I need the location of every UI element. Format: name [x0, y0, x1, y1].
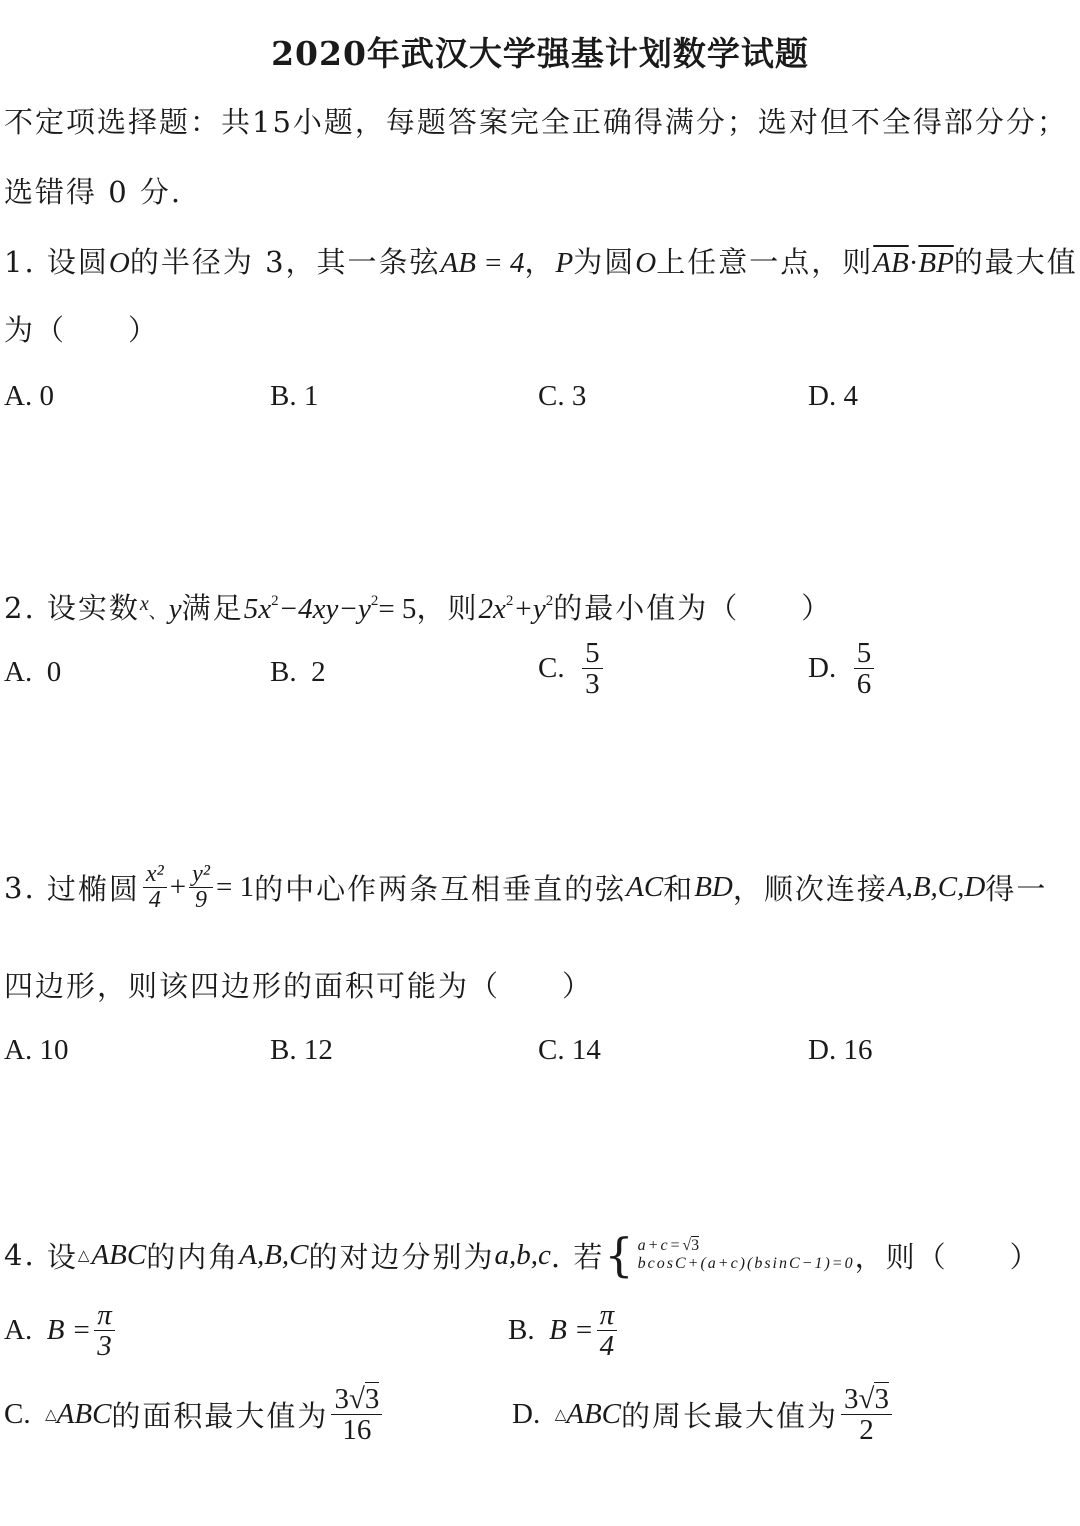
question-number: 3. [4, 870, 36, 905]
point-P: P [555, 247, 574, 279]
sqrt-icon: √ [858, 1383, 875, 1415]
fraction-y [189, 862, 213, 913]
circle-O: O [635, 247, 657, 279]
q3-option-c[interactable]: C. 14 [538, 1034, 601, 1066]
fraction [597, 1300, 618, 1362]
radicand: 3 [874, 1383, 889, 1415]
fraction [854, 638, 875, 700]
equation-part: = 5 [378, 593, 417, 625]
system-eq-2: bcosC+(a+c)(bsinC−1)=0 [637, 1255, 855, 1272]
denominator: 4 [599, 1330, 615, 1363]
option-label: A. [4, 656, 33, 688]
q3-text: 得一 [985, 872, 1048, 907]
triangle-ABC: ABC [91, 1238, 147, 1271]
fraction [841, 1384, 892, 1446]
q4-text: . 若 [550, 1239, 605, 1274]
numerator: y² [189, 862, 213, 888]
equation-part: −4xy−y [278, 593, 371, 625]
numerator [841, 1384, 892, 1415]
system-row-1 [638, 1237, 855, 1255]
q1-text: 的最大值 [953, 245, 1078, 279]
q4-option-c[interactable] [4, 1384, 385, 1446]
q1-text: 设圆 [46, 245, 109, 279]
system-rows [638, 1237, 855, 1274]
question-1-line-1 [4, 240, 1078, 281]
denominator: 9 [195, 887, 208, 914]
q1-option-a[interactable]: A. 0 [4, 380, 54, 412]
question-1-line-2: 为（ ） [4, 313, 160, 347]
q2-option-c[interactable] [538, 638, 606, 700]
q4-option-a[interactable] [4, 1300, 118, 1362]
question-number: 2. [4, 591, 36, 625]
option-lhs: B = [46, 1314, 92, 1347]
vector-AB: $\overline{AB}$ [873, 247, 909, 279]
numerator: π [94, 1300, 115, 1331]
fraction-x [143, 862, 167, 913]
q2-option-b[interactable] [270, 656, 326, 689]
equation-part: 5x [243, 593, 272, 625]
q4-option-b[interactable] [508, 1300, 620, 1362]
fraction [94, 1300, 115, 1362]
triangle-symbol: △ [554, 1407, 567, 1424]
question-3-line-2: 四边形，则该四边形的面积可能为（ ） [4, 969, 594, 1003]
q3-text: ，顺次连接 [732, 872, 888, 907]
q2-option-a[interactable] [4, 656, 61, 689]
triangle-symbol: △ [77, 1246, 92, 1264]
intro-line-2: 选错得 0 分. [4, 175, 183, 209]
q4-text: ，则（ ） [854, 1239, 1041, 1274]
q1-text: ， [524, 245, 556, 279]
numerator: π [597, 1300, 618, 1331]
exponent: 2 [505, 593, 514, 609]
q1-text: 上任意一点，则 [656, 245, 874, 279]
q3-text: 的中心作两条互相垂直的弦 [254, 872, 627, 907]
q1-option-b[interactable]: B. 1 [270, 380, 319, 412]
option-label: D. [512, 1398, 541, 1431]
numerator [331, 1384, 382, 1415]
q3-text: 过椭圆 [46, 872, 140, 907]
option-label: A. [4, 1314, 33, 1347]
sqrt-icon: √ [348, 1383, 365, 1415]
separator: 、 [148, 602, 169, 623]
fraction [331, 1384, 382, 1446]
left-brace-icon: { [604, 1228, 636, 1282]
chord-BD: BD [694, 871, 733, 904]
coefficient: 3 [844, 1383, 859, 1415]
triangle-ABC: ABC [56, 1398, 112, 1431]
option-value: 0 [46, 656, 62, 688]
var-x: x [139, 593, 149, 615]
radicand: 3 [691, 1236, 700, 1254]
numerator: 5 [582, 638, 603, 669]
equation-system [604, 1228, 855, 1282]
option-lhs: B = [549, 1314, 594, 1347]
option-label: B. [508, 1314, 535, 1347]
option-value: 2 [311, 656, 326, 688]
q1-text: 为圆 [573, 245, 636, 279]
question-number: 1. [4, 245, 36, 279]
page-title: 2020年武汉大学强基计划数学试题 [271, 34, 809, 73]
q2-text: ，则 [416, 591, 479, 625]
sqrt-icon: √ [682, 1236, 692, 1254]
q3-option-b[interactable]: B. 12 [270, 1034, 333, 1066]
intro-line-1: 不定项选择题：共15小题，每题答案完全正确得满分；选对但不全得部分分； [4, 105, 1068, 139]
numerator: x² [143, 862, 167, 888]
denominator: 4 [148, 887, 161, 914]
option-text: 的面积最大值为 [111, 1399, 329, 1434]
option-label: C. [538, 652, 565, 685]
question-4-line-1 [4, 1228, 1041, 1282]
q4-option-d[interactable] [512, 1384, 895, 1446]
q4-text: 的内角 [146, 1239, 240, 1274]
coefficient: 3 [334, 1383, 349, 1415]
triangle-symbol: △ [45, 1407, 57, 1424]
q2-option-d[interactable] [808, 638, 877, 700]
denominator: 3 [585, 668, 600, 701]
q1-text: 的半径为 3，其一条弦 [129, 245, 441, 279]
option-label: D. [808, 652, 837, 685]
q3-option-a[interactable]: A. 10 [4, 1034, 69, 1066]
q2-text: 的最小值为（ ） [553, 591, 833, 625]
denominator: 6 [856, 668, 872, 701]
option-text: 的周长最大值为 [621, 1399, 839, 1434]
numerator: 5 [854, 638, 875, 669]
points-ABCD: A,B,C,D [887, 871, 986, 904]
triangle-ABC: ABC [566, 1398, 622, 1431]
q1-option-d[interactable]: D. 4 [808, 380, 858, 412]
denominator: 3 [97, 1330, 112, 1363]
option-label: C. [4, 1398, 31, 1431]
q4-text: 的对边分别为 [308, 1239, 495, 1274]
exponent: 2 [370, 593, 379, 609]
q2-text: 设实数 [46, 591, 140, 625]
expression-part: +y [513, 593, 546, 625]
q1-option-c[interactable]: C. 3 [538, 380, 587, 412]
radicand: 3 [364, 1383, 380, 1415]
chord-length: AB = 4 [440, 247, 525, 279]
circle-O: O [108, 247, 130, 279]
expression-part: 2x [478, 593, 506, 625]
question-3-line-1 [4, 862, 1047, 913]
vector-BP: $\overline{BP}$ [918, 247, 954, 279]
question-2-line-1 [4, 586, 832, 627]
q4-text: 设 [46, 1239, 78, 1274]
dot-operator: · [908, 247, 919, 279]
denominator: 2 [859, 1414, 874, 1447]
option-label: B. [270, 656, 297, 688]
angles-ABC: A,B,C [239, 1238, 309, 1271]
q3-option-d[interactable]: D. 16 [808, 1034, 873, 1066]
exponent: 2 [545, 593, 554, 609]
question-number: 4. [4, 1238, 36, 1272]
q3-text: 和 [663, 872, 695, 907]
q2-text: 满足 [181, 591, 244, 625]
chord-AC: AC [626, 871, 664, 904]
denominator: 16 [342, 1414, 372, 1447]
fraction [582, 638, 603, 700]
equals-one: = 1 [215, 871, 255, 904]
exponent: 2 [271, 593, 279, 609]
plus-sign: + [169, 871, 187, 904]
var-y: y [168, 593, 182, 625]
sides-abc: a,b,c [494, 1238, 551, 1271]
system-eq-1: a+c= [637, 1236, 683, 1254]
